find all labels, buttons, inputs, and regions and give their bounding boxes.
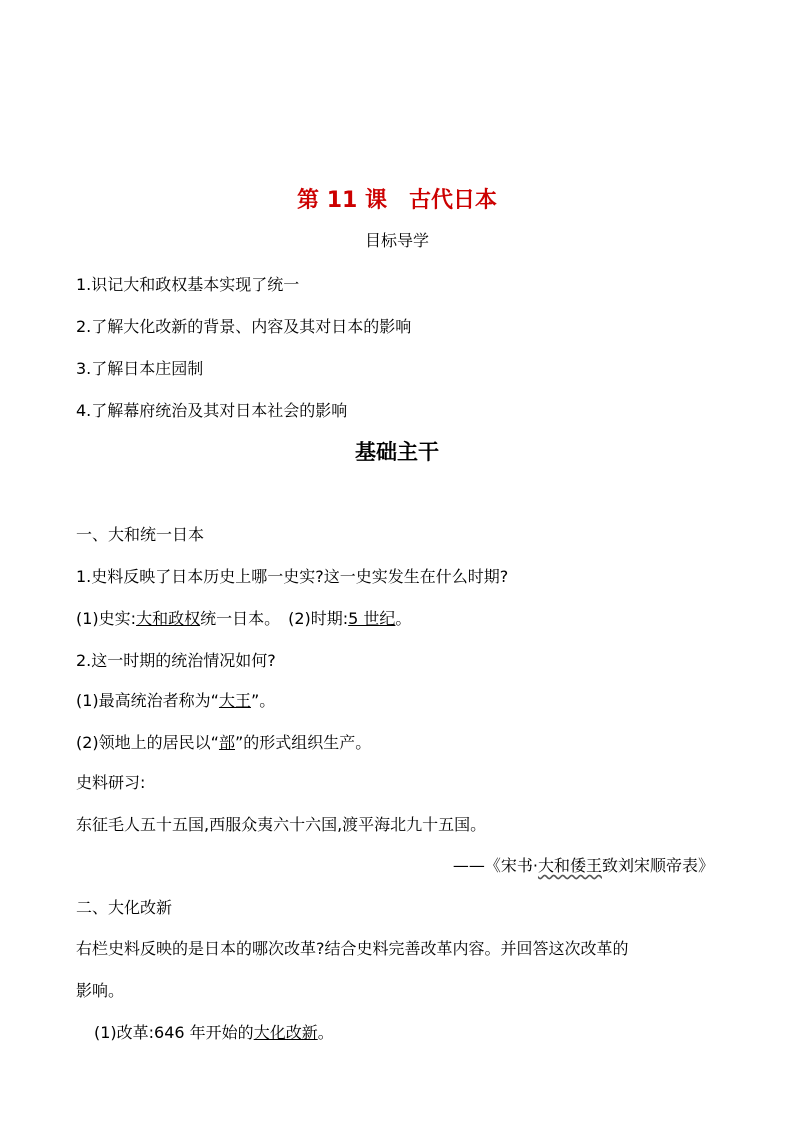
answer-prefix: (1)最高统治者称为“ <box>76 691 219 710</box>
question-3-line2: 影响。 <box>76 981 125 1000</box>
objective-item: 4.了解幕府统治及其对日本社会的影响 <box>76 401 348 420</box>
objective-item: 1.识记大和政权基本实现了统一 <box>76 275 300 294</box>
objective-item: 2.了解大化改新的背景、内容及其对日本的影响 <box>76 317 412 336</box>
part1-heading: 一、大和统一日本 <box>76 525 205 544</box>
answer-3 <box>94 1022 334 1044</box>
answer-prefix: (1)史实: <box>76 609 137 628</box>
answer-end: 。 <box>317 1023 334 1042</box>
question-1: 1.史料反映了日本历史上哪一史实?这一史实发生在什么时期? <box>76 567 509 586</box>
source-quote: 东征毛人五十五国,西服众夷六十六国,渡平海北九十五国。 <box>76 815 487 834</box>
citation-prefix: ——《宋书· <box>452 856 538 875</box>
source-citation <box>453 855 714 877</box>
section-title: 基础主干 <box>355 440 439 464</box>
answer-blank: 大和政权 <box>136 609 201 628</box>
citation-end: 致刘宋顺帝表》 <box>601 856 714 875</box>
answer-blank: 部 <box>218 733 235 752</box>
study-label: 史料研习: <box>76 773 146 792</box>
answer-blank: 大王 <box>218 691 251 710</box>
answer-prefix: (1)改革:646 年开始的 <box>94 1023 254 1042</box>
answer-2-2 <box>76 732 371 754</box>
answer-middle: 统一日本。 (2)时期: <box>200 609 349 628</box>
answer-end: ”的形式组织生产。 <box>234 733 372 752</box>
objective-item: 3.了解日本庄园制 <box>76 359 204 378</box>
citation-wavy: 大和倭王 <box>537 856 602 875</box>
answer-2-1 <box>76 690 275 712</box>
answer-end: ”。 <box>250 691 276 710</box>
answer-blank: 大化改新 <box>253 1023 318 1042</box>
answer-end: 。 <box>395 609 412 628</box>
question-3-line1: 右栏史料反映的是日本的哪次改革?结合史料完善改革内容。并回答这次改革的 <box>76 939 629 958</box>
part2-heading: 二、大化改新 <box>76 898 173 917</box>
question-2: 2.这一时期的统治情况如何? <box>76 651 276 670</box>
subtitle: 目标导学 <box>364 231 429 250</box>
answer-blank: 5 世纪 <box>348 609 396 628</box>
page-title: 第 11 课 古代日本 <box>297 188 497 213</box>
answer-prefix: (2)领地上的居民以“ <box>76 733 219 752</box>
answer-1 <box>76 608 411 630</box>
